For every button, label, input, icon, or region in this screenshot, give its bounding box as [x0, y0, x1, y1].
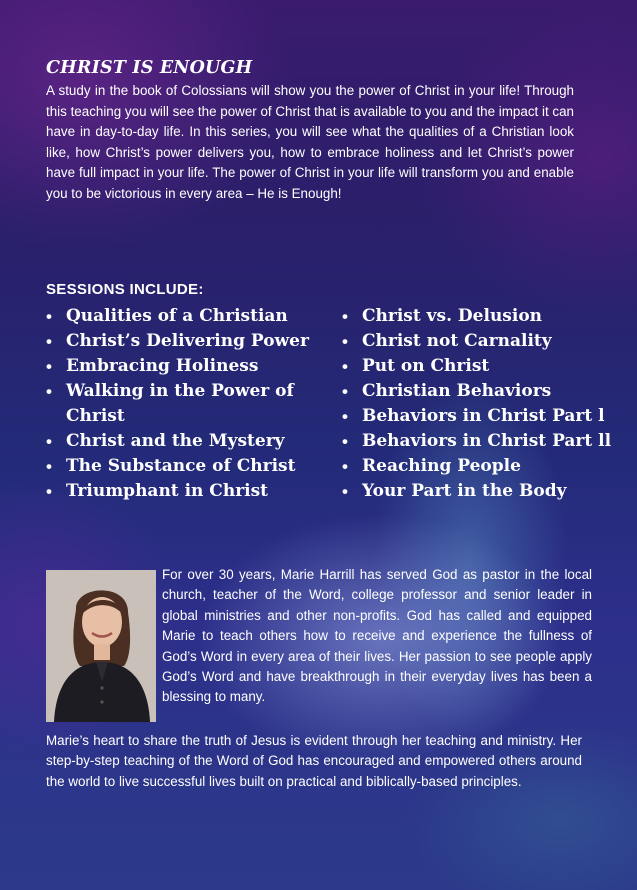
session-item: • Walking in the Power of Christ: [46, 379, 336, 429]
session-item: • Christ not Carnality: [342, 329, 632, 354]
session-item: • Behaviors in Christ Part l: [342, 404, 632, 429]
session-item: • The Substance of Christ: [46, 454, 336, 479]
sessions-list-right: [342, 304, 632, 504]
session-item: • Christ vs. Delusion: [342, 304, 632, 329]
session-item: • Christ’s Delivering Power: [46, 329, 336, 354]
session-item: • Behaviors in Christ Part ll: [342, 429, 632, 454]
session-item: • Put on Christ: [342, 354, 632, 379]
bio-paragraph-1: For over 30 years, Marie Harrill has served God as pastor in the local church, teacher of the Word, college professor and senior leader in global ministries and other non-profits. God has called and equipped Marie to teach others how to receive and experience the fullness of God’s Word in every area of their lives. Her passion to see people apply God’s Word and have breakthrough in their everyday lives has been a blessing to many.: [162, 567, 592, 705]
author-photo: [46, 570, 156, 722]
session-item: • Christ and the Mystery: [46, 429, 336, 454]
session-item: • Your Part in the Body: [342, 479, 632, 504]
intro-paragraph: A study in the book of Colossians will show you the power of Christ in your life! Through this teaching you will see the power of Christ that is available to you and the impact it can have in day-to-day life. In this series, you will see what the qualities of a Christian look like, how Christ’s power delivers you, how to embrace holiness and let Christ’s power have full impact in your life. The power of Christ in your life will transform you and enable you to be victorious in every area – He is Enough!: [46, 83, 574, 201]
session-item: • Qualities of a Christian: [46, 304, 336, 329]
sessions-list-left: [46, 304, 336, 504]
session-item: • Christian Behaviors: [342, 379, 632, 404]
bio-paragraph-2: Marie’s heart to share the truth of Jesus is evident through her teaching and ministry. Her step-by-step teaching of the Word of God has encouraged and empowered others around the world to live successful lives built on practical and biblically-based principles.: [46, 733, 582, 789]
session-item: • Embracing Holiness: [46, 354, 336, 379]
sessions-heading: SESSIONS INCLUDE:: [46, 281, 204, 298]
portrait-illustration: [46, 570, 156, 722]
session-item: • Triumphant in Christ: [46, 479, 336, 504]
session-item: • Reaching People: [342, 454, 632, 479]
page-title: CHRIST IS ENOUGH: [46, 58, 253, 78]
